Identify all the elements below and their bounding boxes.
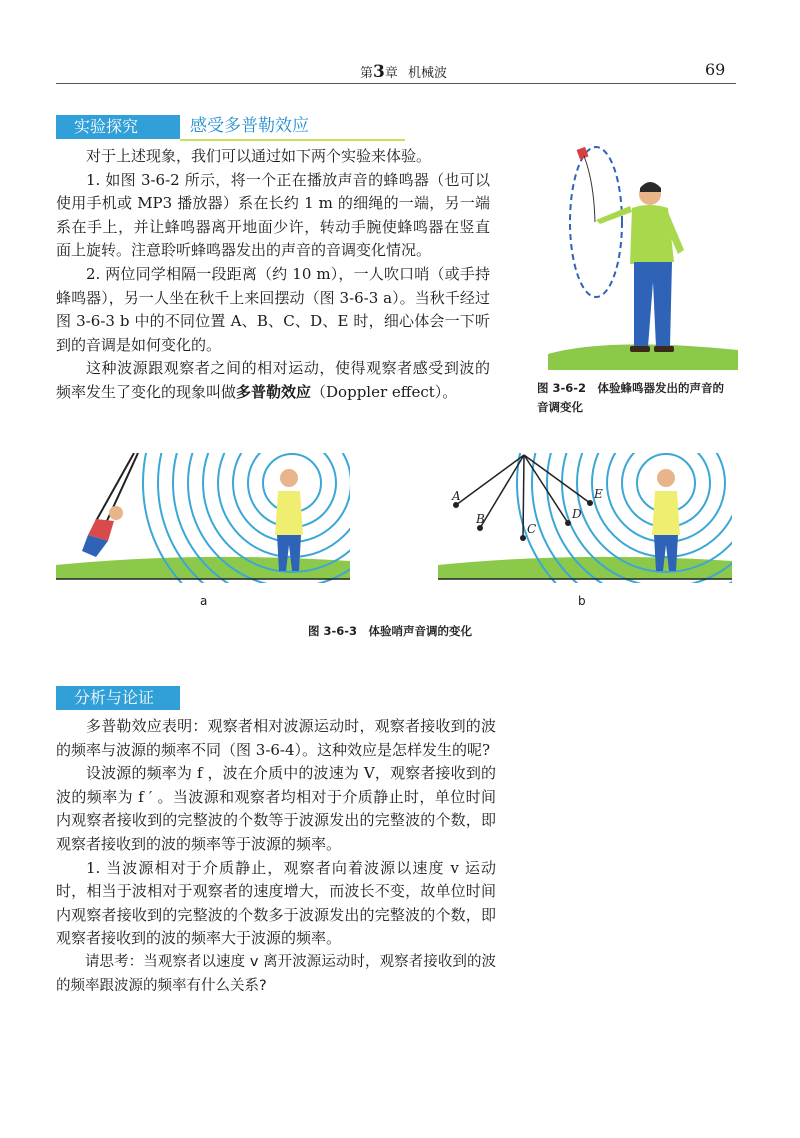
- section-title: 感受多普勒效应: [190, 116, 309, 136]
- child-head: [109, 506, 123, 520]
- swing-point-label-C: C: [527, 522, 537, 536]
- section-title-underline: [180, 139, 405, 141]
- man-head: [657, 469, 675, 487]
- swing-line-C: [523, 455, 524, 538]
- swing-point-C: [520, 535, 526, 541]
- paragraph: 对于上述现象，我们可以通过如下两个实验来体验。: [86, 147, 432, 165]
- figure-3-6-3-caption: 图 3-6-3 体验哨声音调的变化: [308, 624, 473, 638]
- paragraph: 1. 如图 3-6-2 所示，将一个正在播放声音的蜂鸣器（也可以使用手机或 MP3 播放器）系在长约 1 m 的细绳的一端，另一端系在手上，并让蜂鸣器离开地面少许，转动手腕使蜂鸣器在竖直面上旋转。注意聆听蜂鸣器发出的声音的音调变化情况。: [56, 170, 490, 260]
- figure-3-6-3b-illustration: [438, 453, 732, 583]
- swing-point-label-B: B: [476, 512, 485, 526]
- subfigure-label-a: a: [200, 594, 208, 608]
- figure-3-6-2-illustration: [548, 142, 738, 370]
- section-tag-analysis: 分析与论证: [56, 686, 180, 710]
- swing-point-label-A: A: [452, 489, 461, 503]
- paragraph: 设波源的频率为 f ，波在介质中的波速为 V，观察者接收到的波的频率为 f ′ 。当波源和观察者均相对于介质静止时，单位时间内观察者接收到的完整波的个数等于波源发出的完整波的个数，即观察者接收到的波的频率等于波源的频率。: [56, 764, 496, 853]
- man-shirt: [652, 491, 680, 535]
- person-jeans: [634, 262, 672, 347]
- grass: [56, 557, 350, 579]
- paragraph: 1. 当波源相对于介质静止，观察者向着波源以速度 v 运动时，相当于波相对于观察者的速度增大，而波长不变，故单位时间内观察者接收到的完整波的个数多于波源发出的完整波的个数，即观察者接收到的波的频率大于波源的频率。: [56, 858, 496, 948]
- swing-point-label-E: E: [594, 487, 603, 501]
- header-rule: [56, 83, 736, 84]
- key-term: 多普勒效应: [236, 382, 312, 401]
- swing-point-D: [565, 520, 571, 526]
- paragraph-definition: 这种波源跟观察者之间的相对运动，使得观察者感受到波的频率发生了变化的现象叫做多普勒效应（Doppler effect）。: [56, 359, 490, 401]
- experiment-text: [56, 145, 490, 405]
- chapter-header: 第3章 机械波: [360, 62, 448, 82]
- grass: [438, 557, 732, 579]
- buzzer-icon: [577, 147, 589, 159]
- paragraph: 多普勒效应表明：观察者相对波源运动时，观察者接收到的波的频率与波源的频率不同（图 3-6-4）。这种效应是怎样发生的呢?: [56, 717, 496, 759]
- figure-3-6-3a-illustration: [56, 453, 350, 583]
- page-number: 69: [705, 60, 726, 79]
- paragraph: 2. 两位同学相隔一段距离（约 10 m），一人吹口哨（或手持蜂鸣器），另一人坐在秋千上来回摆动（图 3-6-3 a）。当秋千经过图 3-6-3 b 中的不同位置 A、B、C、D、E 时，细心体会一下听到的音调是如何变化的。: [56, 264, 490, 354]
- person-arm: [596, 206, 632, 224]
- swing-point-label-D: D: [572, 507, 582, 521]
- think-question: 请思考：当观察者以速度 v 离开波源运动时，观察者接收到的波的频率跟波源的频率有什么关系?: [56, 953, 496, 994]
- man-shirt: [275, 491, 303, 535]
- swing-line-A: [456, 455, 524, 505]
- subfigure-label-b: b: [578, 594, 586, 608]
- buzzer-path: [570, 147, 622, 297]
- swing-point-E: [587, 500, 593, 506]
- section-tag-experiment: 实验探究: [56, 115, 180, 139]
- swing-positions: [451, 455, 603, 541]
- man-head: [280, 469, 298, 487]
- chapter-title: 机械波: [408, 66, 448, 81]
- analysis-text: [56, 715, 496, 998]
- string: [584, 156, 595, 222]
- figure-3-6-2-caption: 图 3-6-2 体验蜂鸣器发出的声音的 音调变化: [537, 381, 725, 414]
